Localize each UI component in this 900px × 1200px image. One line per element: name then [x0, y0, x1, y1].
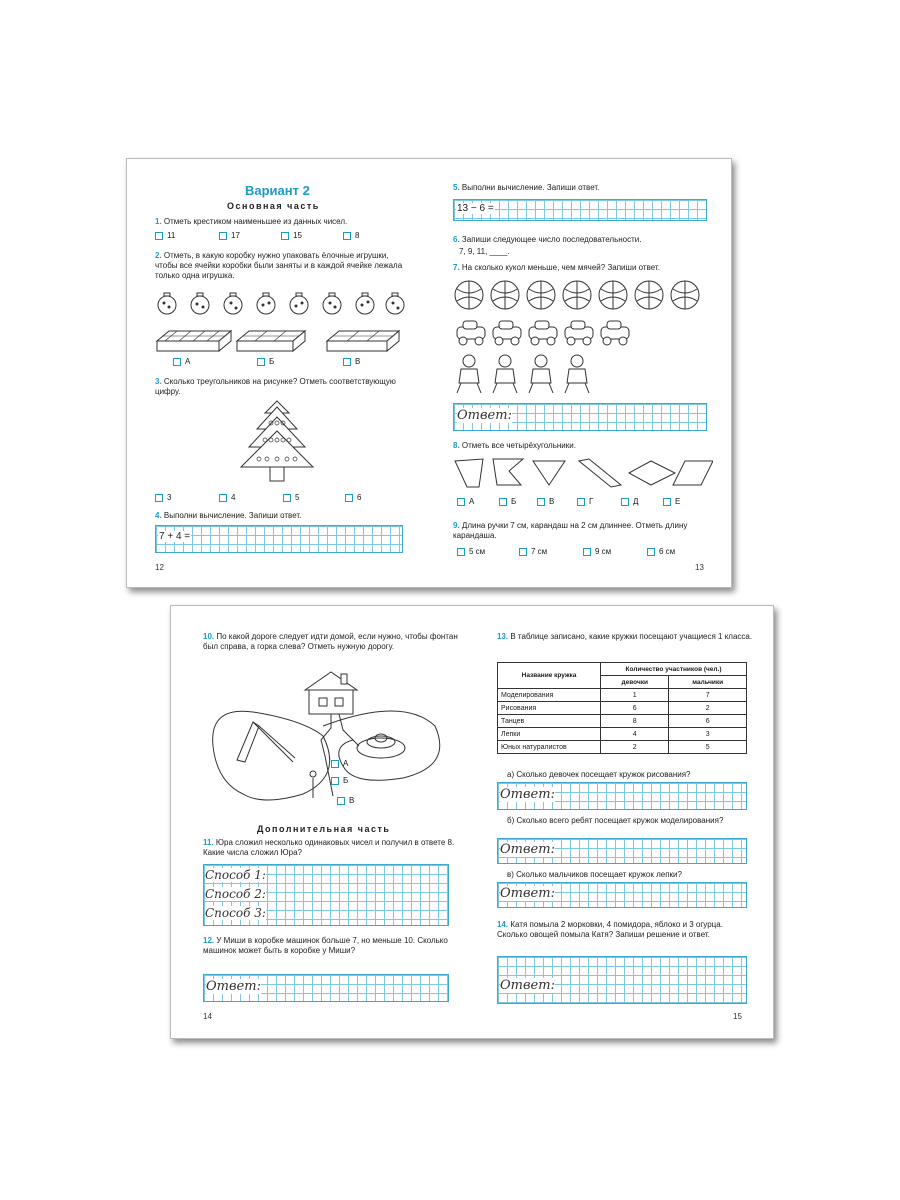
question-number: 1. — [155, 217, 162, 226]
answer-grid[interactable] — [155, 525, 403, 553]
option-shape-b[interactable]: Б — [499, 497, 516, 506]
checkbox[interactable] — [219, 494, 227, 502]
question-10: 10. По какой дороге следует идти домой, если нужно, чтобы фонтан был справа, а горка слева? Отметь нужную дорогу. — [203, 632, 458, 651]
option-shape-g[interactable]: Г — [577, 497, 593, 506]
checkbox[interactable] — [537, 498, 545, 506]
col-header-boys: мальчики — [669, 676, 747, 689]
answer-label: Ответ: — [500, 787, 555, 802]
circles-table — [497, 662, 747, 754]
shapes-illustration — [453, 455, 713, 491]
checkbox[interactable] — [219, 232, 227, 240]
answer-label: Ответ: — [500, 978, 555, 993]
checkbox[interactable] — [283, 494, 291, 502]
question-13: 13. В таблице записано, какие кружки посещают учащиеся 1 класса. — [497, 632, 753, 641]
option-5[interactable]: 5 — [283, 493, 299, 502]
triangle-tree-illustration — [237, 399, 317, 483]
page-number: 12 — [155, 563, 164, 572]
option-box-v[interactable]: В — [343, 357, 360, 366]
question-5: 5. Выполни вычисление. Запиши ответ. — [453, 183, 600, 192]
option-6[interactable]: 6 — [345, 493, 361, 502]
table-row: Юных натуралистов 2 5 — [498, 741, 747, 754]
checkbox[interactable] — [257, 358, 265, 366]
page-12 — [127, 159, 429, 587]
checkbox[interactable] — [621, 498, 629, 506]
page-number: 13 — [695, 563, 704, 572]
option-15[interactable]: 15 — [281, 231, 302, 240]
checkbox[interactable] — [155, 494, 163, 502]
checkbox[interactable] — [647, 548, 655, 556]
question-text: Отметь крестиком наименьшее из данных чисел. — [163, 217, 348, 226]
checkbox[interactable] — [519, 548, 527, 556]
page-13 — [429, 159, 731, 587]
roads-map-illustration — [203, 666, 453, 816]
option-road-v[interactable]: В — [337, 796, 354, 805]
boxes-illustration — [155, 327, 405, 355]
ornaments-illustration — [155, 287, 405, 319]
workbook-spread-14-15 — [170, 605, 774, 1039]
option-road-a[interactable]: А — [331, 759, 348, 768]
option-8[interactable]: 8 — [343, 231, 359, 240]
expression: 13 − 6 = — [457, 203, 494, 214]
checkbox[interactable] — [663, 498, 671, 506]
col-header-count: Количество участников (чел.) — [601, 663, 747, 676]
question-7: 7. На сколько кукол меньше, чем мячей? Запиши ответ. — [453, 263, 660, 272]
way-1-label: Способ 1: — [205, 868, 266, 882]
table-row: Моделирования 1 7 — [498, 689, 747, 702]
question-4: 4. Выполни вычисление. Запиши ответ. — [155, 511, 302, 520]
col-header-name: Название кружка — [498, 663, 601, 689]
way-2-label: Способ 2: — [205, 887, 266, 901]
option-shape-e[interactable]: Е — [663, 497, 680, 506]
checkbox[interactable] — [499, 498, 507, 506]
option-box-b[interactable]: Б — [257, 357, 274, 366]
question-13a: а) Сколько девочек посещает кружок рисования? — [507, 770, 691, 779]
option-9cm[interactable]: 9 см — [583, 547, 611, 556]
col-header-girls: девочки — [601, 676, 669, 689]
question-3: 3. Сколько треугольников на рисунке? Отметь соответствующую цифру. — [155, 377, 396, 396]
way-3-label: Способ 3: — [205, 906, 266, 920]
option-box-a[interactable]: А — [173, 357, 190, 366]
question-6: 6. Запиши следующее число последовательности. — [453, 235, 642, 244]
table-row: Рисования 6 2 — [498, 702, 747, 715]
question-8: 8. Отметь все четырёхугольники. — [453, 441, 576, 450]
expression: 7 + 4 = — [159, 531, 191, 542]
question-13b: б) Сколько всего ребят посещает кружок моделирования? — [507, 816, 724, 825]
question-1 — [155, 217, 415, 227]
checkbox[interactable] — [345, 494, 353, 502]
page-15 — [471, 606, 773, 1038]
checkbox[interactable] — [343, 358, 351, 366]
section-title-extra: Дополнительная часть — [257, 824, 391, 834]
answer-label: Ответ: — [457, 408, 512, 423]
question-13c: в) Сколько мальчиков посещает кружок лепки? — [507, 870, 682, 879]
checkbox[interactable] — [281, 232, 289, 240]
sequence: 7, 9, 11, ____. — [459, 247, 510, 256]
checkbox[interactable] — [337, 797, 345, 805]
option-7cm[interactable]: 7 см — [519, 547, 547, 556]
page-14 — [171, 606, 471, 1038]
balls-cars-dolls-illustration — [453, 277, 713, 397]
option-4[interactable]: 4 — [219, 493, 235, 502]
answer-label: Ответ: — [500, 842, 555, 857]
checkbox[interactable] — [155, 232, 163, 240]
checkbox[interactable] — [583, 548, 591, 556]
option-shape-v[interactable]: В — [537, 497, 554, 506]
option-17[interactable]: 17 — [219, 231, 240, 240]
checkbox[interactable] — [577, 498, 585, 506]
checkbox[interactable] — [173, 358, 181, 366]
checkbox[interactable] — [331, 777, 339, 785]
workbook-spread-12-13 — [126, 158, 732, 588]
option-11[interactable]: 11 — [155, 231, 175, 240]
question-2: 2. Отметь, в какую коробку нужно упаковать ёлочные игрушки, чтобы все ячейки коробки были заняты и в каждой ячейке лежала только одна игрушка. — [155, 251, 403, 280]
section-title-main: Основная часть — [227, 201, 320, 211]
question-11: 11. Юра сложил несколько одинаковых чисел и получил в ответе 8. Какие числа сложил Юра? — [203, 838, 455, 857]
page-number: 15 — [733, 1012, 742, 1021]
answer-label: Ответ: — [206, 979, 261, 994]
option-5cm[interactable]: 5 см — [457, 547, 485, 556]
option-3[interactable]: 3 — [155, 493, 171, 502]
answer-label: Ответ: — [500, 886, 555, 901]
variant-title: Вариант 2 — [245, 183, 310, 198]
checkbox[interactable] — [457, 498, 465, 506]
table-row: Танцев 8 6 — [498, 715, 747, 728]
table-row: Лепки 4 3 — [498, 728, 747, 741]
checkbox[interactable] — [331, 760, 339, 768]
question-12: 12. У Миши в коробке машинок больше 7, но меньше 10. Сколько машинок может быть в коробке у Миши? — [203, 936, 448, 955]
page-number: 14 — [203, 1012, 212, 1021]
option-shape-a[interactable]: А — [457, 497, 474, 506]
question-14: 14. Катя помыла 2 морковки, 4 помидора, яблоко и 3 огурца. Сколько овощей помыла Катя? Запиши решение и ответ. — [497, 920, 723, 939]
checkbox[interactable] — [457, 548, 465, 556]
option-shape-d[interactable]: Д — [621, 497, 638, 506]
option-6cm[interactable]: 6 см — [647, 547, 675, 556]
option-road-b[interactable]: Б — [331, 776, 348, 785]
question-9: 9. Длина ручки 7 см, карандаш на 2 см длиннее. Отметь длину карандаша. — [453, 521, 688, 540]
checkbox[interactable] — [343, 232, 351, 240]
